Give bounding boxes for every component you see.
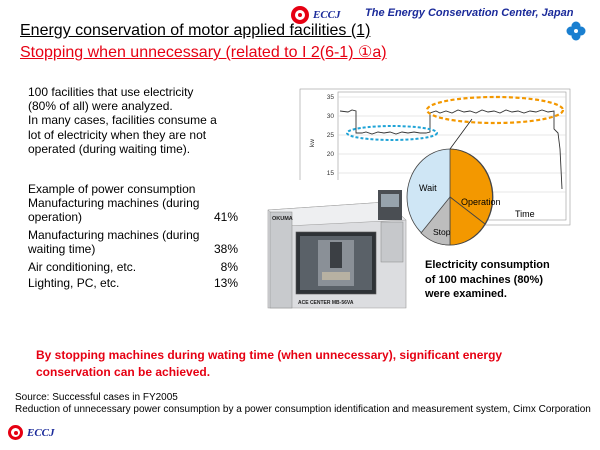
machine-brand: OKUMA [272,216,293,222]
intro-line: lot of electricity when they are not [28,127,207,142]
intro-line: (80% of all) were analyzed. [28,99,173,114]
pie-label-stop: Stop [433,227,451,237]
footer-logo [8,425,55,440]
caption-line: Electricity consumption [425,259,550,271]
page-title: Energy conservation of motor applied facilities (1) [20,22,371,39]
eccj-logo-icon [8,425,23,440]
footer-logo-text: ECCJ [27,426,55,439]
example-pct: 38% [213,242,238,256]
conclusion-line: conservation can be achieved. [36,364,211,379]
example-pct: 41% [213,210,238,224]
caption-line: were examined. [425,288,507,300]
y-axis-label: kw [309,139,316,147]
clover-icon [565,20,587,42]
example-row [28,210,238,224]
page-subtitle: Stopping when unnecessary (related to I 2(6-1) ①a) [20,44,387,61]
example-pct: 8% [220,260,238,274]
y-tick: 35 [326,94,334,101]
example-row [28,276,238,290]
electricity-caption [425,258,575,302]
org-name: The Energy Conservation Center, Japan [365,7,574,19]
intro-line: operated (during waiting time). [28,141,191,156]
y-tick: 20 [326,151,334,158]
source-line: Reduction of unnecessary power consumption by a power consumption identification and measurement system, Cimx Corporation [15,404,591,415]
example-label: Manufacturing machines (during [28,228,200,242]
y-tick: 30 [326,113,334,120]
intro-line: 100 facilities that use electricity [28,85,194,99]
example-row [28,242,238,256]
intro-paragraph [28,85,268,156]
example-label: waiting time) [28,242,96,256]
pie-label-wait: Wait [419,183,437,193]
conclusion-text [36,347,556,380]
example-label: Air conditioning, etc. [28,260,137,274]
example-label: Lighting, PC, etc. [28,276,120,290]
y-tick: 25 [326,132,334,139]
machine-model-label: ACE CENTER MB-56VA [298,300,354,306]
example-row [28,228,238,242]
example-row [28,260,238,274]
example-row [28,196,238,210]
x-axis-label: Time [515,209,535,219]
source-line: Source: Successful cases in FY2005 [15,392,178,403]
example-title: Example of power consumption [28,182,196,196]
intro-line: In many cases, facilities consume a [28,113,217,128]
example-label: operation) [28,210,83,224]
logo-text: ECCJ [313,9,341,21]
example-label: Manufacturing machines (during [28,196,200,210]
conclusion-line: By stopping machines during wating time (when unnecessary), significant energy [36,348,503,362]
y-tick: 15 [326,170,334,177]
example-pct: 13% [213,276,238,290]
caption-line: of 100 machines (80%) [425,273,543,286]
consumption-pie-chart [405,145,501,250]
pie-label-operation: Operation [461,197,501,207]
